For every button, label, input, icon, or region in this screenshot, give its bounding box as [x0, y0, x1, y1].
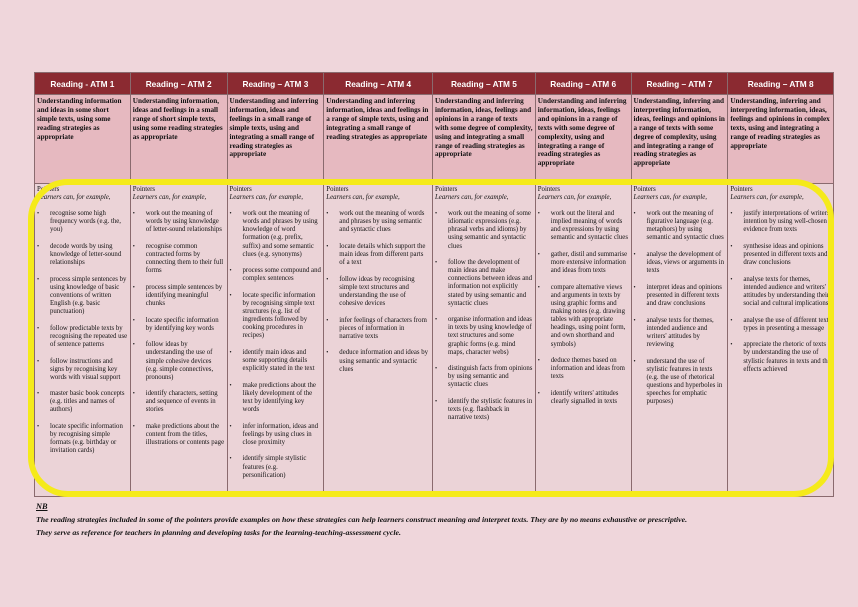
- pointer-item: • analyse the use of different text types in presenting a message: [730, 317, 831, 333]
- learners-label: Learners can, for example,: [537, 194, 612, 202]
- pointer-item: • appreciate the rhetoric of texts by understanding the use of stylistic features in texts and the effects achieved: [730, 341, 831, 373]
- pointer-list: [435, 210, 533, 422]
- pointer-item: • work out the meaning of words and phrases by using semantic and syntactic clues: [326, 210, 430, 234]
- pointer-item: • analyse texts for themes, intended audience and writers' attitudes by reviewing: [634, 317, 726, 349]
- level-description: Understanding and inferring information, ideas, feelings and opinions in a range of texts with some degree of complexity, using and integrating a range of reading strategies as appropriate: [536, 95, 631, 184]
- pointer-item: • locate specific information by recognising simple formats (e.g. birthday or invitation cards): [37, 423, 128, 455]
- pointer-item: • process simple sentences by identifying meaningful chunks: [133, 284, 225, 308]
- pointer-list: [730, 210, 831, 374]
- pointer-item: • work out the meaning of figurative language (e.g. metaphors) by using semantic and syntactic clues: [634, 210, 726, 242]
- pointers-cell: [324, 184, 432, 496]
- pointer-item: • identify the stylistic features in texts (e.g. flashback in narrative texts): [435, 398, 533, 422]
- pointer-item: • recognise common contracted forms by connecting them to their full forms: [133, 243, 225, 275]
- pointers-label: Pointers: [37, 186, 60, 193]
- pointer-item: • master basic book concepts (e.g. titles and names of authors): [37, 390, 128, 414]
- pointers-cell: [228, 184, 324, 496]
- pointer-item: • work out the literal and implied meaning of words and expressions by using semantic and syntactic clues: [538, 210, 629, 242]
- pointers-cell: [632, 184, 728, 496]
- learners-label: Learners can, for example,: [229, 194, 303, 202]
- pointer-item: • identify simple stylistic features (e.g. personification): [230, 455, 322, 479]
- pointer-item: • synthesise ideas and opinions presented in different texts and draw conclusions: [730, 243, 831, 267]
- pointers-cell: [728, 184, 833, 496]
- atm-column-5: [433, 73, 536, 496]
- pointer-item: • identify main ideas and some supporting details explicitly stated in the text: [230, 349, 322, 373]
- pointer-item: • analyse texts for themes, intended audience and writers' attitudes by understanding their social and cultural implications: [730, 276, 831, 308]
- pointer-item: • locate specific information by identifying key words: [133, 317, 225, 333]
- learners-label: Learners can, for example,: [132, 194, 207, 202]
- level-description: Understanding information, ideas and feelings in a small range of short simple texts, using some reading strategies as appropriate: [131, 95, 227, 184]
- pointer-item: • deduce themes based on information and ideas from texts: [538, 357, 629, 381]
- learners-label: Learners can, for example,: [37, 194, 111, 202]
- pointer-item: • follow the development of main ideas and make connections between ideas and information not explicitly stated by using semantic and syntactic clues: [435, 259, 533, 308]
- pointer-item: • analyse the development of ideas, views or arguments in texts: [634, 251, 726, 275]
- pointer-item: • locate details which support the main ideas from different parts of a text: [326, 243, 430, 267]
- pointer-item: • locate specific information by recognising simple text structures (e.g. list of ingredients followed by cooking procedures in recipes): [230, 292, 322, 341]
- pointer-item: • deduce information and ideas by using semantic and syntactic clues: [326, 349, 430, 373]
- pointer-item: • process simple sentences by using knowledge of basic conventions of written English (e.g. basic punctuation): [37, 276, 128, 316]
- pointer-item: • identify writers' attitudes clearly signalled in texts: [538, 390, 629, 406]
- atm-column-7: [632, 73, 729, 496]
- level-description: Understanding, inferring and interpreting information, ideas, feelings and opinions in a range of texts with some degree of complexity, using and integrating a range of reading strategies as appropriate: [632, 95, 728, 184]
- pointer-list: [37, 210, 128, 455]
- level-description: Understanding, inferring and interpreting information, ideas, feelings and opinions in complex texts, using and integrating a range of reading strategies as appropriate: [728, 95, 833, 184]
- pointer-item: • recognise some high frequency words (e.g. the, you): [37, 210, 128, 234]
- pointer-item: • work out the meaning of words by using knowledge of letter-sound relationships: [133, 210, 225, 234]
- atm-table: [34, 72, 834, 497]
- atm-column-8: [728, 73, 833, 496]
- atm-column-4: [324, 73, 433, 496]
- pointer-item: • follow instructions and signs by recognising key words with visual support: [37, 358, 128, 382]
- level-description: Understanding and inferring information, ideas and feelings in a small range of simple texts, using and integrating a small range of reading strategies as appropriate: [228, 95, 324, 184]
- pointers-label: Pointers: [435, 186, 458, 193]
- pointer-list: [326, 210, 430, 374]
- learners-label: Learners can, for example,: [326, 194, 400, 202]
- pointer-item: • work out the meaning of words and phrases by using knowledge of word formation (e.g. prefix, suffix) and some semantic clues (e.g. synonyms): [230, 210, 322, 259]
- column-header: Reading – ATM 2: [131, 73, 227, 95]
- pointer-item: • gather, distil and summarise more extensive information and ideas from texts: [538, 251, 629, 275]
- pointers-label: Pointers: [633, 186, 656, 193]
- pointers-label: Pointers: [132, 186, 156, 193]
- note-line-1: The reading strategies included in some of the pointers provide examples on how these strategies can help learners construct meaning and interpret texts. They are by no means exhaustive or prescriptive.: [36, 515, 688, 524]
- pointers-cell: [131, 184, 227, 496]
- column-header: Reading – ATM 3: [228, 73, 324, 95]
- learners-label: Learners can, for example,: [435, 194, 509, 202]
- column-header: Reading – ATM 4: [324, 73, 432, 95]
- level-description: Understanding information and ideas in some short simple texts, using some reading strategies as appropriate: [35, 95, 130, 184]
- note-line-2: They serve as reference for teachers in planning and developing tasks for the learning-teaching-assessment cycle.: [36, 528, 401, 537]
- learners-label: Learners can, for example,: [730, 194, 804, 202]
- pointer-item: • infer information, ideas and feelings by using clues in close proximity: [230, 423, 322, 447]
- pointer-item: • follow ideas by understanding the use of simple cohesive devices (e.g. simple connectives, pronouns): [133, 341, 225, 381]
- atm-column-6: [536, 73, 632, 496]
- pointers-cell: [433, 184, 535, 496]
- atm-column-3: [228, 73, 325, 496]
- pointer-item: • distinguish facts from opinions by using semantic and syntactic clues: [435, 365, 533, 389]
- pointer-item: • process some compound and complex sentences: [230, 267, 322, 283]
- pointer-item: • compare alternative views and arguments in texts by using graphic forms and making notes (e.g. drawing tables with appropriate headings, using point form, and own shorthand and symbols): [538, 284, 629, 349]
- pointer-item: • follow ideas by recognising simple text structures and understanding the use of cohesive devices: [326, 276, 430, 308]
- pointer-item: • interpret ideas and opinions presented in different texts and draw conclusions: [634, 284, 726, 308]
- atm-column-1: [35, 73, 131, 496]
- pointer-item: • make predictions about the content from the titles, illustrations or contents page: [133, 423, 225, 447]
- column-header: Reading – ATM 7: [632, 73, 728, 95]
- pointers-cell: [536, 184, 631, 496]
- column-header: Reading – ATM 6: [536, 73, 631, 95]
- pointer-list: [230, 210, 322, 480]
- pointers-label: Pointers: [326, 186, 349, 193]
- column-header: Reading – ATM 8: [728, 73, 833, 95]
- pointer-item: • understand the use of stylistic features in texts (e.g. the use of rhetorical questions and hyperboles in speeches for emphatic purposes): [634, 358, 726, 407]
- pointers-label: Pointers: [229, 186, 252, 193]
- pointer-item: • decode words by using knowledge of letter-sound relationships: [37, 243, 128, 267]
- pointer-item: • follow predictable texts by recognising the repeated use of sentence patterns: [37, 325, 128, 349]
- pointer-item: • identify characters, setting and sequence of events in stories: [133, 390, 225, 414]
- level-description: Understanding and inferring information, ideas, feelings and opinions in a range of texts with some degree of complexity, using and integrating a small range of reading strategies as appropriate: [433, 95, 535, 184]
- pointer-item: • work out the meaning of some idiomatic expressions (e.g. phrasal verbs and idioms) by using semantic and syntactic clues: [435, 210, 533, 250]
- pointer-list: [538, 210, 629, 406]
- column-header: Reading - ATM 1: [35, 73, 130, 95]
- learners-label: Learners can, for example,: [633, 194, 707, 202]
- pointers-label: Pointers: [537, 186, 561, 193]
- pointer-list: [634, 210, 726, 406]
- pointer-item: • make predictions about the likely development of the text by identifying key words: [230, 382, 322, 414]
- pointer-item: • organise information and ideas in texts by using knowledge of text structures and some graphic forms (e.g. mind maps, character webs): [435, 316, 533, 356]
- pointer-item: • infer feelings of characters from pieces of information in narrative texts: [326, 317, 430, 341]
- pointer-list: [133, 210, 225, 447]
- level-description: Understanding and inferring information, ideas and feelings in a range of simple texts, using and integrating a small range of reading strategies as appropriate: [324, 95, 432, 184]
- atm-column-2: [131, 73, 228, 496]
- column-header: Reading – ATM 5: [433, 73, 535, 95]
- pointer-item: • justify interpretations of writers' intention by using well-chosen evidence from texts: [730, 210, 831, 234]
- nb-label: NB: [36, 502, 48, 511]
- pointers-label: Pointers: [730, 186, 753, 193]
- pointers-cell: [35, 184, 130, 496]
